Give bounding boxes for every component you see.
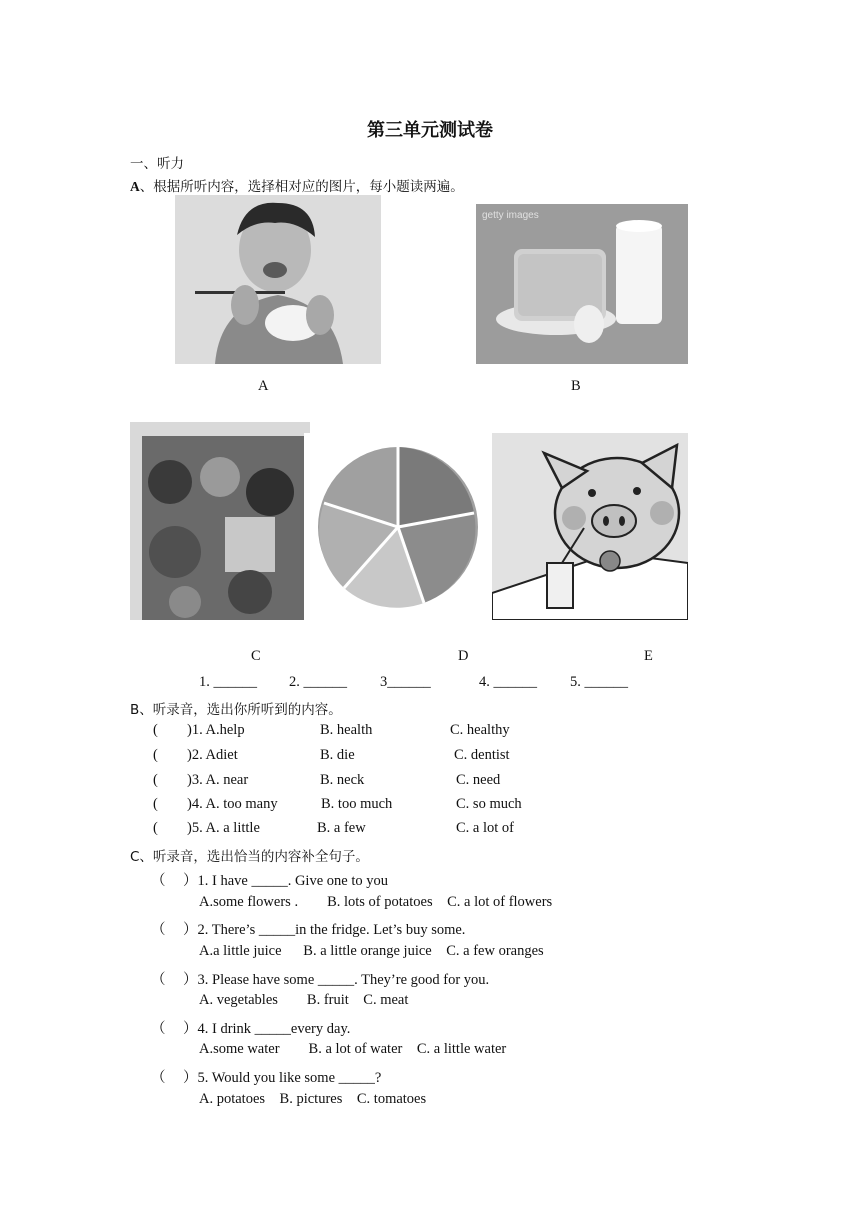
- options-text: A.some flowers . B. lots of potatoes C. a lot of flowers: [199, 894, 553, 910]
- options-text: A.some water B. a lot of water C. a little water: [199, 1041, 507, 1057]
- options-text: A.a little juice B. a little orange juice C. a few oranges: [199, 943, 544, 959]
- answer-paren[interactable]: (: [153, 722, 158, 738]
- answer-paren[interactable]: （: [151, 972, 166, 988]
- picture-b-breakfast[interactable]: [476, 204, 688, 364]
- option-b: B. die: [320, 747, 355, 763]
- part-b-instruction: B、听录音，选出你所听到的内容。: [130, 702, 342, 718]
- answer-paren[interactable]: （: [151, 873, 166, 889]
- answer-paren[interactable]: (: [153, 747, 158, 763]
- answer-paren[interactable]: (: [153, 820, 158, 836]
- option-c: C. need: [456, 772, 501, 788]
- picture-label-e: E: [644, 648, 653, 664]
- picture-label-c: C: [251, 648, 261, 664]
- part-c-instruction: C、听录音，选出恰当的内容补全句子。: [130, 849, 369, 865]
- option-b: B. health: [320, 722, 373, 738]
- question-text: )1. A.help: [187, 722, 245, 738]
- section-heading-listening: 一、听力: [130, 156, 184, 172]
- answer-paren[interactable]: （: [151, 1021, 166, 1037]
- picture-label-b: B: [571, 378, 581, 394]
- question-text: )5. A. a little: [187, 820, 260, 836]
- picture-label-a: A: [258, 378, 269, 394]
- option-c: C. healthy: [450, 722, 510, 738]
- picture-a-boy-eating[interactable]: [175, 195, 381, 364]
- option-c: C. so much: [456, 796, 522, 812]
- option-b: B. neck: [320, 772, 365, 788]
- page-title: 第三单元测试卷: [367, 120, 493, 141]
- answer-paren[interactable]: （: [151, 1070, 166, 1086]
- question-text: )2. Adiet: [187, 747, 238, 763]
- options-text: A. vegetables B. fruit C. meat: [199, 992, 409, 1008]
- answer-blank-4[interactable]: 4. ______: [479, 674, 537, 690]
- picture-e-cartoon-pig[interactable]: [492, 433, 688, 620]
- answer-paren[interactable]: (: [153, 772, 158, 788]
- answer-paren[interactable]: （: [151, 922, 166, 938]
- answer-blank-5[interactable]: 5. ______: [570, 674, 628, 690]
- option-c: C. a lot of: [456, 820, 514, 836]
- question-text: ）1. I have _____. Give one to you: [183, 873, 388, 889]
- question-text: )3. A. near: [187, 772, 249, 788]
- part-a-instruction: [130, 175, 464, 195]
- picture-c-vegetables[interactable]: [130, 422, 310, 620]
- picture-label-d: D: [458, 648, 469, 664]
- question-text: ）3. Please have some _____. They’re good for you.: [183, 972, 490, 988]
- option-c: C. dentist: [454, 747, 510, 763]
- watermark-text: getty images: [482, 210, 539, 221]
- question-text: )4. A. too many: [187, 796, 278, 812]
- picture-d-food-pie[interactable]: [304, 433, 487, 620]
- question-text: ）2. There’s _____in the fridge. Let’s buy some.: [183, 922, 466, 938]
- answer-blank-2[interactable]: 2. ______: [289, 674, 347, 690]
- question-text: ）4. I drink _____every day.: [183, 1021, 351, 1037]
- part-a-prefix: A: [130, 179, 140, 194]
- answer-blank-1[interactable]: 1. ______: [199, 674, 257, 690]
- question-text: ）5. Would you like some _____?: [183, 1070, 382, 1086]
- options-text: A. potatoes B. pictures C. tomatoes: [199, 1091, 427, 1107]
- answer-paren[interactable]: (: [153, 796, 158, 812]
- answer-blank-3[interactable]: 3______: [380, 674, 431, 690]
- option-b: B. a few: [317, 820, 366, 836]
- option-b: B. too much: [321, 796, 393, 812]
- part-a-text: 、根据所听内容，选择相对应的图片，每小题读两遍。: [139, 179, 464, 195]
